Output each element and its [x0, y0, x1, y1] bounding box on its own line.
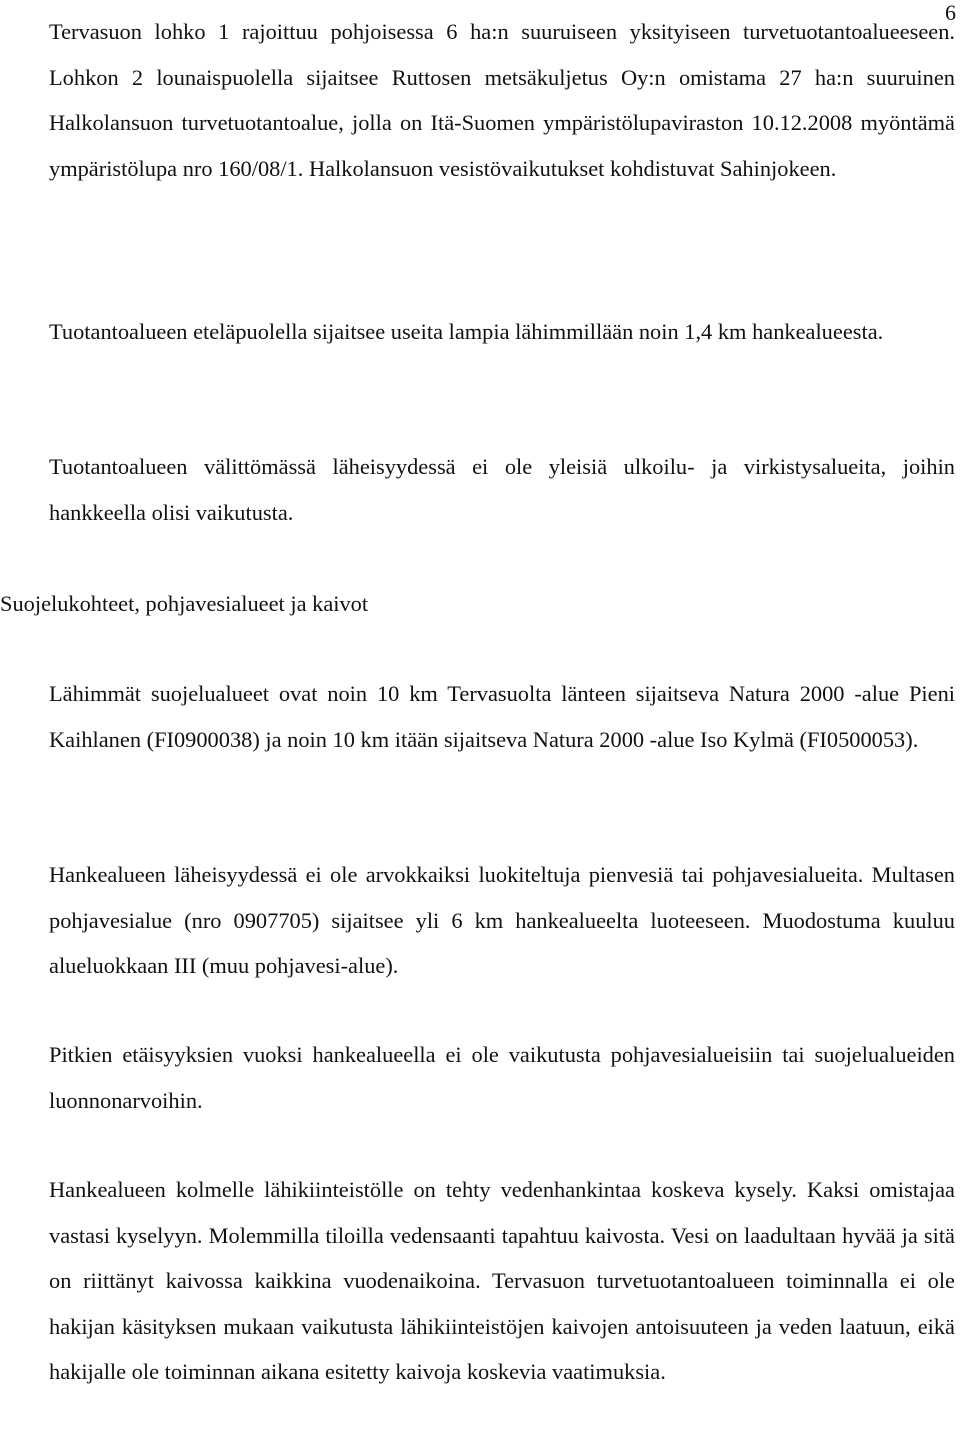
paragraph-distance-effects: Pitkien etäisyyksien vuoksi hankealueella ei ole vaikutusta pohjavesialueisiin tai suojelualueiden luonnonarvoihin.	[49, 1042, 955, 1113]
paragraph-groundwater: Hankealueen läheisyydessä ei ole arvokkaiksi luokiteltuja pienvesiä tai pohjavesialueita. Multasen pohjavesialue (nro 0907705) sijaitsee yli 6 km hankealueelta luoteeseen. Muodostuma kuuluu alueluokkaan III (muu pohjavesi-alue).	[49, 862, 955, 978]
paragraph-protected-areas: Lähimmät suojelualueet ovat noin 10 km Tervasuolta länteen sijaitseva Natura 2000 -alue Pieni Kaihlanen (FI0900038) ja noin 10 km itään sijaitseva Natura 2000 -alue Iso Kylmä (FI0500053).	[49, 681, 955, 752]
paragraph-ponds: Tuotantoalueen eteläpuolella sijaitsee useita lampia lähimmillään noin 1,4 km hankealueesta.	[49, 319, 884, 344]
page-number: 6	[945, 0, 956, 25]
section-heading: Suojelukohteet, pohjavesialueet ja kaivot	[0, 591, 369, 616]
paragraph-neighbouring-areas: Tervasuon lohko 1 rajoittuu pohjoisessa 6 ha:n suuruiseen yksityiseen turvetuotantoalueeseen. Lohkon 2 lounaispuolella sijaitsee Ruttosen metsäkuljetus Oy:n omistama 27 ha:n suuruinen Halkolansuon turvetuotantoalue, jolla on Itä-Suomen ympäristölupaviraston 10.12.2008 myöntämä ympäristölupa nro 160/08/1. Halkolansuon vesistövaikutukset kohdistuvat Sahinjokeen.	[49, 19, 955, 181]
paragraph-wells-survey: Hankealueen kolmelle lähikiinteistölle on tehty vedenhankintaa koskeva kysely. Kaksi omistajaa vastasi kyselyyn. Molemmilla tiloilla vedensaanti tapahtuu kaivosta. Vesi on laadultaan hyvää ja sitä on riittänyt kaivossa kaikkina vuodenaikoina. Tervasuon turvetuotantoalueen toiminnalla ei ole hakijan käsityksen mukaan vaikutusta lähikiinteistöjen kaivojen antoisuuteen ja veden laatuun, eikä hakijalle ole toiminnan aikana esitetty kaivoja koskevia vaatimuksia.	[49, 1177, 955, 1384]
paragraph-recreation: Tuotantoalueen välittömässä läheisyydessä ei ole yleisiä ulkoilu- ja virkistysalueita, joihin hankkeella olisi vaikutusta.	[49, 454, 955, 525]
